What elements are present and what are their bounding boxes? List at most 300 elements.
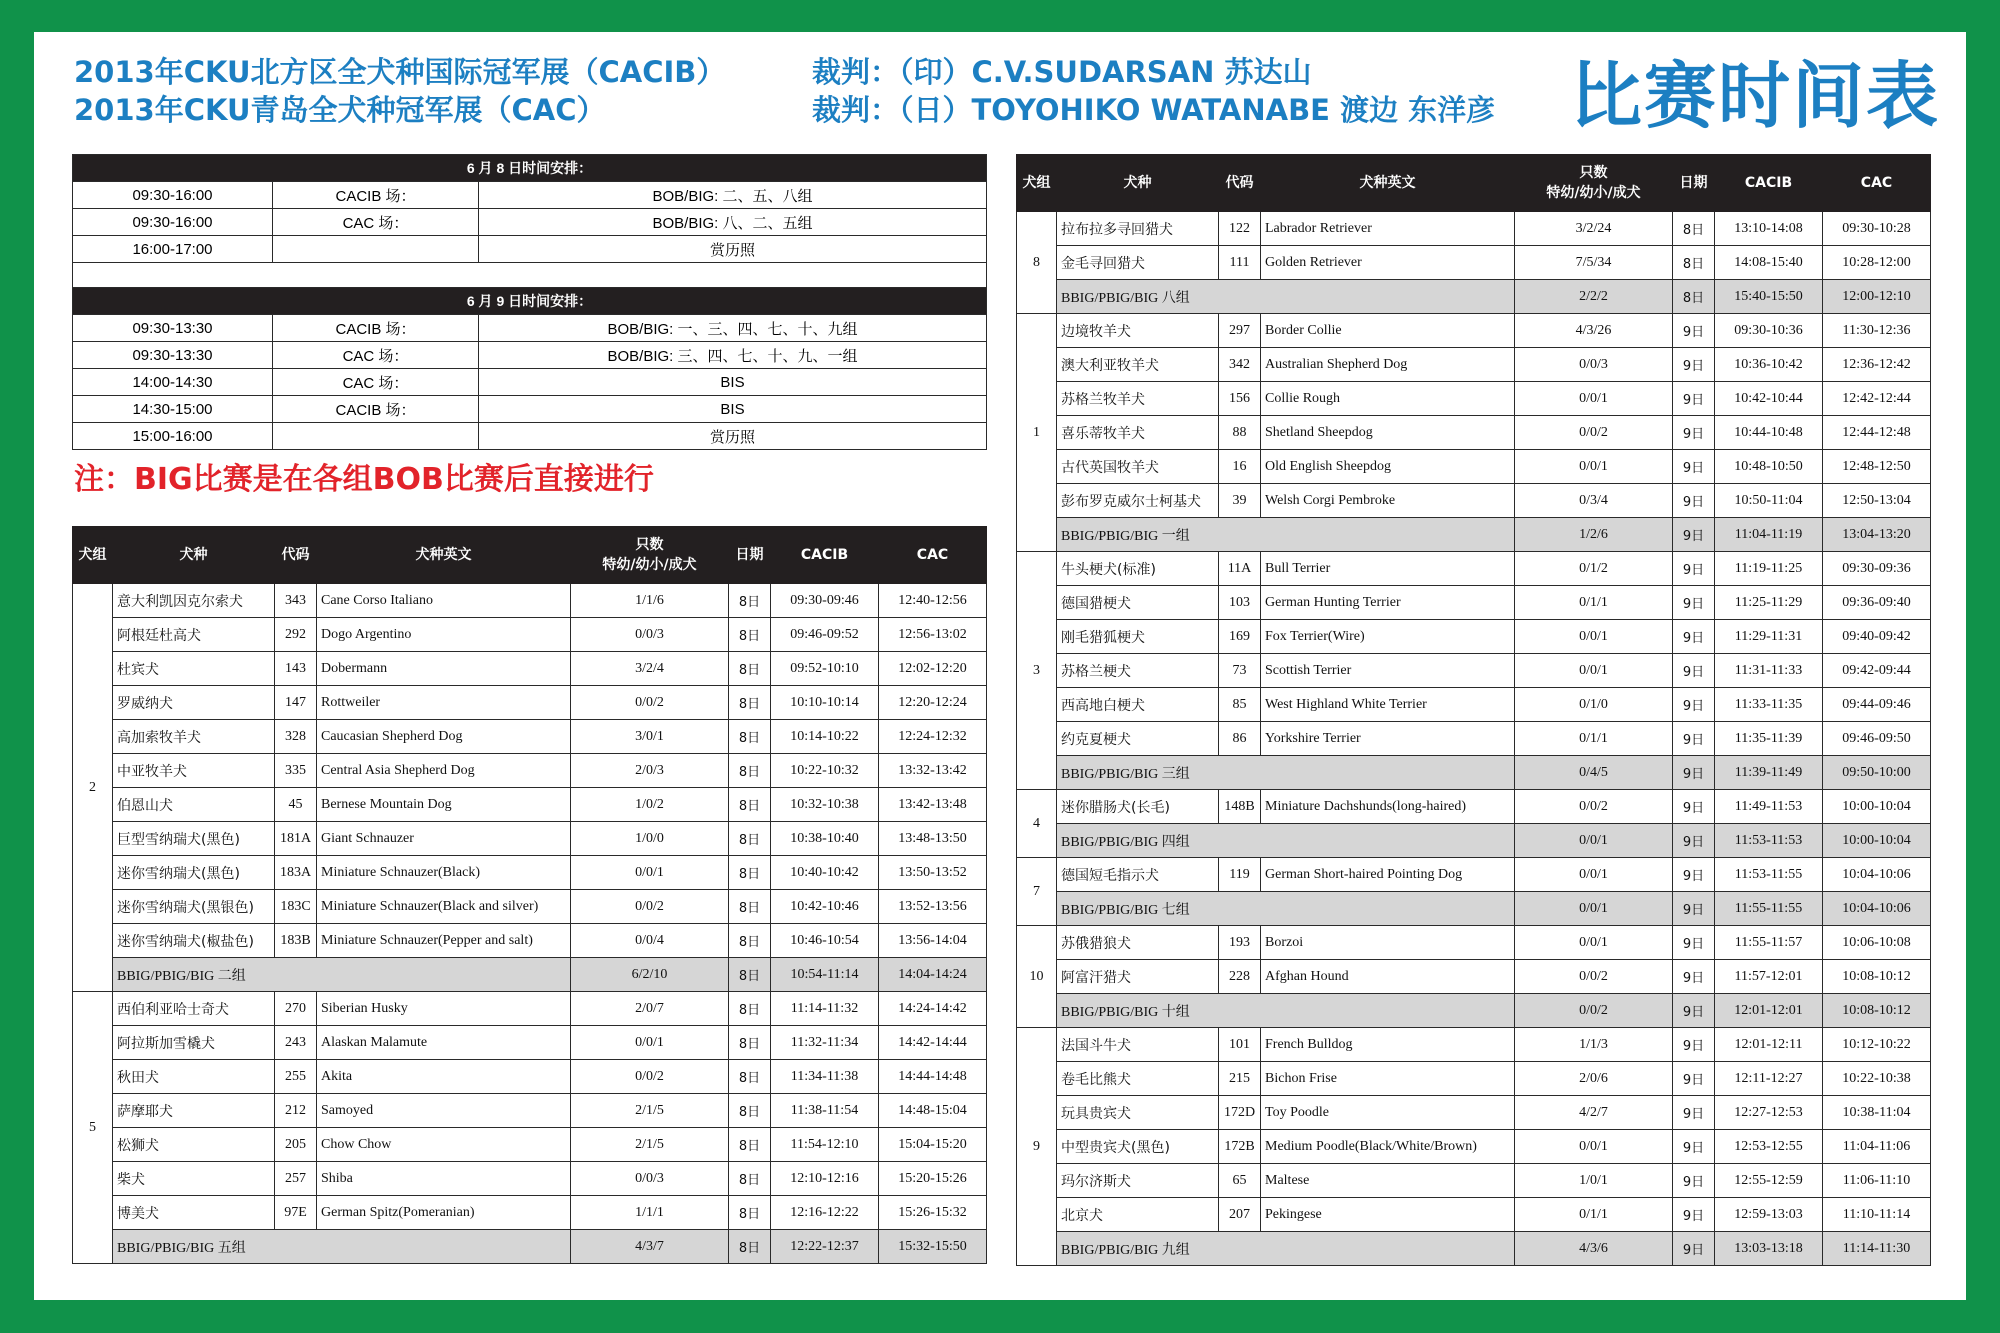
breed-english: Caucasian Shepherd Dog (317, 720, 571, 754)
breed-english: Welsh Corgi Pembroke (1261, 484, 1515, 518)
dog-count: 0/0/1 (1515, 926, 1673, 960)
group-number: 2 (73, 584, 113, 992)
summary-date: 8日 (1673, 280, 1715, 314)
breed-name: 玛尔济斯犬 (1057, 1164, 1219, 1198)
summary-count: 4/3/6 (1515, 1232, 1673, 1266)
table-row (1017, 1198, 1931, 1232)
breed-code: 181A (275, 822, 317, 856)
col-cacib: CACIB (771, 527, 879, 584)
schedule-time: 09:30-16:00 (73, 182, 273, 209)
table-row (73, 584, 987, 618)
summary-cacib: 11:04-11:19 (1715, 518, 1823, 552)
breed-name: 拉布拉多寻回猎犬 (1057, 212, 1219, 246)
schedule-event: 赏历照 (479, 423, 987, 450)
cacib-time: 11:31-11:33 (1715, 654, 1823, 688)
breed-english: West Highland White Terrier (1261, 688, 1515, 722)
breed-code: 103 (1219, 586, 1261, 620)
breed-name: 苏格兰牧羊犬 (1057, 382, 1219, 416)
dog-count: 0/1/1 (1515, 586, 1673, 620)
summary-count: 0/4/5 (1515, 756, 1673, 790)
table-row (73, 686, 987, 720)
cac-time: 12:56-13:02 (879, 618, 987, 652)
show-date: 9日 (1673, 382, 1715, 416)
cac-time: 12:40-12:56 (879, 584, 987, 618)
summary-label: BBIG/PBIG/BIG 五组 (113, 1230, 571, 1264)
cacib-time: 10:32-10:38 (771, 788, 879, 822)
cacib-time: 12:55-12:59 (1715, 1164, 1823, 1198)
breed-english: Siberian Husky (317, 992, 571, 1026)
col-group: 犬组 (73, 527, 113, 584)
group-number: 10 (1017, 926, 1057, 1028)
breed-name: 卷毛比熊犬 (1057, 1062, 1219, 1096)
cacib-time: 11:25-11:29 (1715, 586, 1823, 620)
breed-english: Cane Corso Italiano (317, 584, 571, 618)
cacib-time: 12:16-12:22 (771, 1196, 879, 1230)
cacib-time: 11:55-11:57 (1715, 926, 1823, 960)
cacib-time: 12:01-12:11 (1715, 1028, 1823, 1062)
cacib-time: 10:38-10:40 (771, 822, 879, 856)
cacib-time: 10:42-10:44 (1715, 382, 1823, 416)
cacib-time: 11:19-11:25 (1715, 552, 1823, 586)
schedule-ring: CACIB 场： (273, 315, 479, 342)
cac-time: 14:44-14:48 (879, 1060, 987, 1094)
table-row (1017, 416, 1931, 450)
dog-count: 0/0/1 (1515, 382, 1673, 416)
show-date: 8日 (729, 890, 771, 924)
breed-english: Yorkshire Terrier (1261, 722, 1515, 756)
table-row (1017, 1062, 1931, 1096)
schedule-event: BIS (479, 396, 987, 423)
cacib-time: 10:50-11:04 (1715, 484, 1823, 518)
table-row (1017, 790, 1931, 824)
show-date: 9日 (1673, 416, 1715, 450)
cac-time: 12:20-12:24 (879, 686, 987, 720)
summary-cacib: 11:53-11:53 (1715, 824, 1823, 858)
col-date: 日期 (729, 527, 771, 584)
col-english: 犬种英文 (317, 527, 571, 584)
breed-code: 119 (1219, 858, 1261, 892)
breed-name: 博美犬 (113, 1196, 275, 1230)
schedule-event: BOB/BIG: 二、五、八组 (479, 182, 987, 209)
breed-code: 73 (1219, 654, 1261, 688)
breed-name: 古代英国牧羊犬 (1057, 450, 1219, 484)
cacib-time: 12:59-13:03 (1715, 1198, 1823, 1232)
breed-code: 205 (275, 1128, 317, 1162)
table-row (73, 992, 987, 1026)
breed-code: 172B (1219, 1130, 1261, 1164)
judge-japan: 裁判：（日）TOYOHIKO WATANABE 渡边 东洋彦 (812, 93, 1496, 127)
show-date: 9日 (1673, 1028, 1715, 1062)
schedule-event: BIS (479, 369, 987, 396)
schedule-ring: CAC 场： (273, 209, 479, 236)
show-date: 9日 (1673, 688, 1715, 722)
breed-name: 玩具贵宾犬 (1057, 1096, 1219, 1130)
cac-time: 15:20-15:26 (879, 1162, 987, 1196)
summary-cac: 10:08-10:12 (1823, 994, 1931, 1028)
cacib-time: 10:48-10:50 (1715, 450, 1823, 484)
breed-code: 257 (275, 1162, 317, 1196)
table-row (1017, 450, 1931, 484)
cacib-time: 10:22-10:32 (771, 754, 879, 788)
summary-count: 0/0/1 (1515, 892, 1673, 926)
col-cac: CAC (1823, 155, 1931, 212)
show-title-cacib: 2013年CKU北方区全犬种国际冠军展（CACIB） (74, 55, 726, 89)
summary-cac: 10:00-10:04 (1823, 824, 1931, 858)
schedule-event: BOB/BIG: 三、四、七、十、九、一组 (479, 342, 987, 369)
table-row (73, 754, 987, 788)
breed-english: Golden Retriever (1261, 246, 1515, 280)
show-date: 8日 (729, 618, 771, 652)
summary-cac: 09:50-10:00 (1823, 756, 1931, 790)
cac-time: 09:36-09:40 (1823, 586, 1931, 620)
dog-count: 0/0/2 (1515, 960, 1673, 994)
breed-name: 阿拉斯加雪橇犬 (113, 1026, 275, 1060)
summary-label: BBIG/PBIG/BIG 七组 (1057, 892, 1515, 926)
dog-count: 0/0/1 (1515, 450, 1673, 484)
big-note: 注：BIG比赛是在各组BOB比赛后直接进行 (74, 462, 654, 497)
col-code: 代码 (1219, 155, 1261, 212)
summary-label: BBIG/PBIG/BIG 二组 (113, 958, 571, 992)
show-date: 9日 (1673, 620, 1715, 654)
cac-time: 13:48-13:50 (879, 822, 987, 856)
breed-name: 苏俄猎狼犬 (1057, 926, 1219, 960)
breed-code: 183B (275, 924, 317, 958)
breed-english: Maltese (1261, 1164, 1515, 1198)
schedule-time: 14:00-14:30 (73, 369, 273, 396)
breed-english: German Short-haired Pointing Dog (1261, 858, 1515, 892)
table-row (1017, 348, 1931, 382)
dog-count: 2/1/5 (571, 1094, 729, 1128)
cacib-time: 10:40-10:42 (771, 856, 879, 890)
schedule-row (73, 209, 987, 236)
show-date: 9日 (1673, 552, 1715, 586)
show-date: 8日 (729, 1060, 771, 1094)
group-number: 7 (1017, 858, 1057, 926)
summary-date: 9日 (1673, 824, 1715, 858)
group-number: 3 (1017, 552, 1057, 790)
dog-count: 2/1/5 (571, 1128, 729, 1162)
cacib-time: 11:14-11:32 (771, 992, 879, 1026)
cacib-time: 10:44-10:48 (1715, 416, 1823, 450)
cac-time: 14:24-14:42 (879, 992, 987, 1026)
show-date: 8日 (729, 924, 771, 958)
breed-english: Dogo Argentino (317, 618, 571, 652)
table-row (1017, 552, 1931, 586)
schedule-time: 09:30-13:30 (73, 342, 273, 369)
dog-count: 0/1/0 (1515, 688, 1673, 722)
cac-time: 10:00-10:04 (1823, 790, 1931, 824)
breed-english: Scottish Terrier (1261, 654, 1515, 688)
breed-english: Toy Poodle (1261, 1096, 1515, 1130)
cac-time: 09:40-09:42 (1823, 620, 1931, 654)
cac-time: 09:42-09:44 (1823, 654, 1931, 688)
breed-code: 39 (1219, 484, 1261, 518)
breed-name: 萨摩耶犬 (113, 1094, 275, 1128)
cacib-time: 10:14-10:22 (771, 720, 879, 754)
dog-count: 7/5/34 (1515, 246, 1673, 280)
breed-code: 297 (1219, 314, 1261, 348)
breed-code: 143 (275, 652, 317, 686)
cac-time: 11:10-11:14 (1823, 1198, 1931, 1232)
show-date: 8日 (1673, 212, 1715, 246)
breed-code: 65 (1219, 1164, 1261, 1198)
breed-code: 156 (1219, 382, 1261, 416)
dog-count: 1/1/1 (571, 1196, 729, 1230)
show-date: 9日 (1673, 960, 1715, 994)
cac-time: 12:02-12:20 (879, 652, 987, 686)
breed-english: German Spitz(Pomeranian) (317, 1196, 571, 1230)
col-code: 代码 (275, 527, 317, 584)
breed-english: Medium Poodle(Black/White/Brown) (1261, 1130, 1515, 1164)
summary-cacib: 11:39-11:49 (1715, 756, 1823, 790)
cacib-time: 11:29-11:31 (1715, 620, 1823, 654)
group-summary-row (1017, 824, 1931, 858)
dog-count: 0/0/1 (1515, 654, 1673, 688)
cac-time: 13:42-13:48 (879, 788, 987, 822)
cac-time: 09:44-09:46 (1823, 688, 1931, 722)
breed-code: 86 (1219, 722, 1261, 756)
breed-name: 松狮犬 (113, 1128, 275, 1162)
breed-code: 342 (1219, 348, 1261, 382)
table-row (1017, 960, 1931, 994)
breed-english: Border Collie (1261, 314, 1515, 348)
summary-date: 9日 (1673, 518, 1715, 552)
summary-cacib: 15:40-15:50 (1715, 280, 1823, 314)
breed-name: 法国斗牛犬 (1057, 1028, 1219, 1062)
cacib-time: 11:53-11:55 (1715, 858, 1823, 892)
breed-code: 172D (1219, 1096, 1261, 1130)
breed-name: 柴犬 (113, 1162, 275, 1196)
breed-code: 45 (275, 788, 317, 822)
col-cac: CAC (879, 527, 987, 584)
group-summary-row (73, 958, 987, 992)
summary-count: 6/2/10 (571, 958, 729, 992)
show-date: 8日 (729, 1026, 771, 1060)
table-row (73, 652, 987, 686)
day2-heading: 6 月 9 日时间安排： (73, 288, 987, 315)
schedule-row (73, 369, 987, 396)
cac-time: 14:48-15:04 (879, 1094, 987, 1128)
cacib-time: 14:08-15:40 (1715, 246, 1823, 280)
show-date: 9日 (1673, 926, 1715, 960)
summary-label: BBIG/PBIG/BIG 十组 (1057, 994, 1515, 1028)
col-breed: 犬种 (1057, 155, 1219, 212)
breed-name: 喜乐蒂牧羊犬 (1057, 416, 1219, 450)
cacib-time: 11:49-11:53 (1715, 790, 1823, 824)
show-date: 8日 (729, 652, 771, 686)
dog-count: 0/0/1 (1515, 858, 1673, 892)
schedule-ring: CAC 场： (273, 342, 479, 369)
table-row (73, 1060, 987, 1094)
cacib-time: 12:10-12:16 (771, 1162, 879, 1196)
judge-india: 裁判：（印）C.V.SUDARSAN 苏达山 (812, 55, 1312, 89)
table-row (73, 788, 987, 822)
dog-count: 0/0/2 (571, 1060, 729, 1094)
table-row (1017, 1164, 1931, 1198)
cac-time: 10:22-10:38 (1823, 1062, 1931, 1096)
breed-code: 183C (275, 890, 317, 924)
show-date: 9日 (1673, 1164, 1715, 1198)
breed-code: 169 (1219, 620, 1261, 654)
breed-name: 阿富汗猎犬 (1057, 960, 1219, 994)
table-row (1017, 926, 1931, 960)
show-date: 9日 (1673, 348, 1715, 382)
breed-name: 伯恩山犬 (113, 788, 275, 822)
cacib-time: 11:32-11:34 (771, 1026, 879, 1060)
breed-code: 85 (1219, 688, 1261, 722)
dog-count: 1/0/0 (571, 822, 729, 856)
schedule-event: 赏历照 (479, 236, 987, 263)
table-row (73, 1026, 987, 1060)
show-date: 9日 (1673, 450, 1715, 484)
cac-time: 10:38-11:04 (1823, 1096, 1931, 1130)
col-count (571, 527, 729, 584)
breed-english: Dobermann (317, 652, 571, 686)
breed-name: 德国短毛指示犬 (1057, 858, 1219, 892)
schedule-row (73, 315, 987, 342)
table-row (73, 890, 987, 924)
day2-heading-row (73, 288, 987, 315)
cac-time: 09:46-09:50 (1823, 722, 1931, 756)
dog-count: 0/1/2 (1515, 552, 1673, 586)
show-date: 8日 (729, 1094, 771, 1128)
cacib-time: 11:33-11:35 (1715, 688, 1823, 722)
table-row (1017, 620, 1931, 654)
breed-name: 西高地白梗犬 (1057, 688, 1219, 722)
group-summary-row (1017, 280, 1931, 314)
col-breed: 犬种 (113, 527, 275, 584)
breed-name: 牛头梗犬(标准) (1057, 552, 1219, 586)
dog-count: 1/1/6 (571, 584, 729, 618)
dog-count: 3/2/4 (571, 652, 729, 686)
breed-table-right (1016, 154, 1931, 1266)
show-title-cac: 2013年CKU青岛全犬种冠军展（CAC） (74, 93, 606, 127)
table-row (73, 1128, 987, 1162)
col-cacib: CACIB (1715, 155, 1823, 212)
dog-count: 0/1/1 (1515, 1198, 1673, 1232)
group-summary-row (73, 1230, 987, 1264)
cac-time: 10:08-10:12 (1823, 960, 1931, 994)
col-count (1515, 155, 1673, 212)
dog-count: 3/2/24 (1515, 212, 1673, 246)
cac-time: 13:32-13:42 (879, 754, 987, 788)
breed-english: Old English Sheepdog (1261, 450, 1515, 484)
group-number: 4 (1017, 790, 1057, 858)
cac-time: 14:42-14:44 (879, 1026, 987, 1060)
cac-time: 11:30-12:36 (1823, 314, 1931, 348)
show-date: 8日 (729, 1128, 771, 1162)
day1-heading-row (73, 155, 987, 182)
table-header-row (1017, 155, 1931, 212)
cac-time: 12:24-12:32 (879, 720, 987, 754)
cac-time: 10:04-10:06 (1823, 858, 1931, 892)
schedule-ring (273, 236, 479, 263)
breed-name: 约克夏梗犬 (1057, 722, 1219, 756)
show-date: 8日 (729, 822, 771, 856)
cac-time: 11:04-11:06 (1823, 1130, 1931, 1164)
breed-english: Miniature Schnauzer(Pepper and salt) (317, 924, 571, 958)
summary-label: BBIG/PBIG/BIG 四组 (1057, 824, 1515, 858)
breed-code: 111 (1219, 246, 1261, 280)
schedule-event: BOB/BIG: 八、二、五组 (479, 209, 987, 236)
summary-cac: 13:04-13:20 (1823, 518, 1931, 552)
summary-cac: 12:00-12:10 (1823, 280, 1931, 314)
group-summary-row (1017, 892, 1931, 926)
breed-code: 207 (1219, 1198, 1261, 1232)
table-row (1017, 1130, 1931, 1164)
dog-count: 0/0/1 (571, 1026, 729, 1060)
show-date: 9日 (1673, 314, 1715, 348)
breed-english: Afghan Hound (1261, 960, 1515, 994)
breed-code: 193 (1219, 926, 1261, 960)
cacib-time: 11:34-11:38 (771, 1060, 879, 1094)
schedule-time: 14:30-15:00 (73, 396, 273, 423)
summary-label: BBIG/PBIG/BIG 三组 (1057, 756, 1515, 790)
cac-time: 09:30-09:36 (1823, 552, 1931, 586)
breed-name: 德国猎梗犬 (1057, 586, 1219, 620)
schedule-ring: CACIB 场： (273, 396, 479, 423)
breed-english: Miniature Schnauzer(Black) (317, 856, 571, 890)
summary-cacib: 13:03-13:18 (1715, 1232, 1823, 1266)
cac-time: 09:30-10:28 (1823, 212, 1931, 246)
show-date: 8日 (729, 788, 771, 822)
group-summary-row (1017, 994, 1931, 1028)
breed-name: 刚毛猎狐梗犬 (1057, 620, 1219, 654)
breed-code: 11A (1219, 552, 1261, 586)
summary-label: BBIG/PBIG/BIG 八组 (1057, 280, 1515, 314)
dog-count: 0/0/1 (1515, 1130, 1673, 1164)
breed-name: 意大利凯因克尔索犬 (113, 584, 275, 618)
dog-count: 1/0/2 (571, 788, 729, 822)
breed-english: Borzoi (1261, 926, 1515, 960)
breed-code: 122 (1219, 212, 1261, 246)
breed-name: 中亚牧羊犬 (113, 754, 275, 788)
day1-heading: 6 月 8 日时间安排： (73, 155, 987, 182)
breed-code: 147 (275, 686, 317, 720)
schedule-row (73, 342, 987, 369)
group-number: 5 (73, 992, 113, 1264)
page-title: 比赛时间表 (1570, 54, 1941, 138)
table-row (1017, 246, 1931, 280)
cacib-time: 12:53-12:55 (1715, 1130, 1823, 1164)
schedule-time: 09:30-16:00 (73, 209, 273, 236)
col-date: 日期 (1673, 155, 1715, 212)
table-row (1017, 212, 1931, 246)
show-date: 8日 (729, 992, 771, 1026)
schedule-ring: CAC 场： (273, 369, 479, 396)
breed-code: 16 (1219, 450, 1261, 484)
breed-english: Chow Chow (317, 1128, 571, 1162)
schedule-row (73, 396, 987, 423)
breed-english: Miniature Dachshunds(long-haired) (1261, 790, 1515, 824)
summary-label: BBIG/PBIG/BIG 一组 (1057, 518, 1515, 552)
table-row (1017, 688, 1931, 722)
breed-code: 183A (275, 856, 317, 890)
dog-count: 4/2/7 (1515, 1096, 1673, 1130)
summary-cacib: 10:54-11:14 (771, 958, 879, 992)
schedule-time: 09:30-13:30 (73, 315, 273, 342)
breed-code: 343 (275, 584, 317, 618)
breed-code: 270 (275, 992, 317, 1026)
breed-table-left (72, 526, 987, 1264)
dog-count: 0/1/1 (1515, 722, 1673, 756)
cacib-time: 12:11-12:27 (1715, 1062, 1823, 1096)
summary-label: BBIG/PBIG/BIG 九组 (1057, 1232, 1515, 1266)
breed-english: Miniature Schnauzer(Black and silver) (317, 890, 571, 924)
table-row (1017, 1028, 1931, 1062)
cacib-time: 09:52-10:10 (771, 652, 879, 686)
cacib-time: 09:30-09:46 (771, 584, 879, 618)
